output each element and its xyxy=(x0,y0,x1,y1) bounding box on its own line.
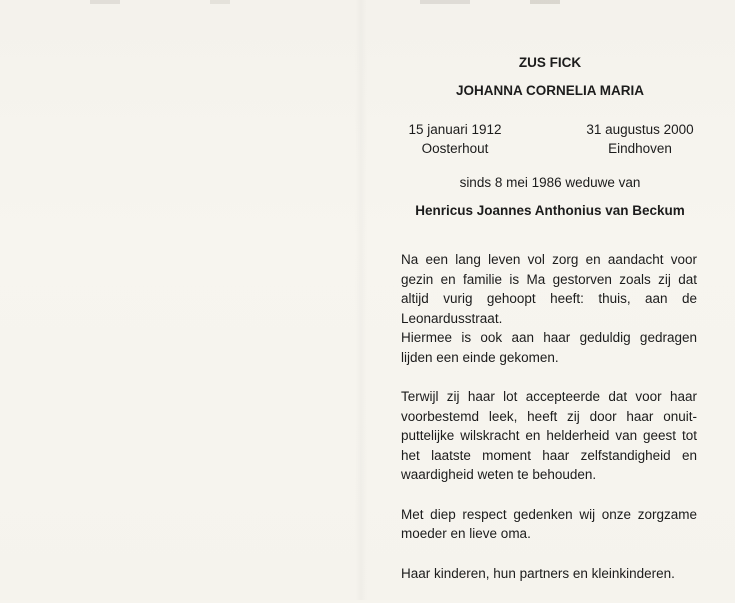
closing-line xyxy=(401,564,697,584)
text-line: lijden een einde gekomen. xyxy=(401,349,559,365)
text-line: Na een lang leven vol zorg en aandacht voor xyxy=(401,252,697,267)
paragraph-3 xyxy=(401,505,697,544)
paragraph-2 xyxy=(401,387,697,485)
text-line: puttelijke wilskracht en helderheid van geest tot xyxy=(401,428,697,443)
memorial-text-panel xyxy=(385,0,715,600)
death-date: 31 augustus 2000 xyxy=(586,122,694,137)
text-line: waardigheid weten te behouden. xyxy=(401,467,597,482)
text-line: altijd vurig gehoopt heeft: thuis, aan de xyxy=(401,291,697,306)
widow-line: sinds 8 mei 1986 weduwe van xyxy=(459,175,641,190)
card-fold xyxy=(355,0,367,600)
text-line: Leonardusstraat. xyxy=(401,310,503,326)
birth-place: Oosterhout xyxy=(421,141,489,156)
spouse-name: Henricus Joannes Anthonius van Beckum xyxy=(415,203,685,218)
birth-date: 15 januari 1912 xyxy=(408,122,502,137)
birth-info xyxy=(395,120,515,158)
death-place: Eindhoven xyxy=(608,141,672,156)
text-line: Terwijl zij haar lot accepteerde dat voor haar xyxy=(401,389,697,404)
death-info xyxy=(580,120,700,158)
text-line: Haar kinderen, hun partners en kleinkinderen. xyxy=(401,565,675,581)
memorial-text xyxy=(401,250,697,603)
text-line: Hiermee is ook aan haar geduldig gedragen xyxy=(401,330,697,345)
deceased-nickname: ZUS FICK xyxy=(518,55,582,70)
text-line: het laatste moment haar zelfstandigheid en xyxy=(401,447,697,463)
deceased-full-name: JOHANNA CORNELIA MARIA xyxy=(456,83,644,98)
text-line: moeder en lieve oma. xyxy=(401,526,531,541)
text-line: voorbestemd leek, heeft zij door haar onuit- xyxy=(401,408,697,424)
paragraph-1 xyxy=(401,250,697,367)
text-line: Met diep respect gedenken wij onze zorgzame xyxy=(401,506,697,522)
text-line: gezin en familie is Ma gestorven zoals zij dat xyxy=(401,271,697,287)
